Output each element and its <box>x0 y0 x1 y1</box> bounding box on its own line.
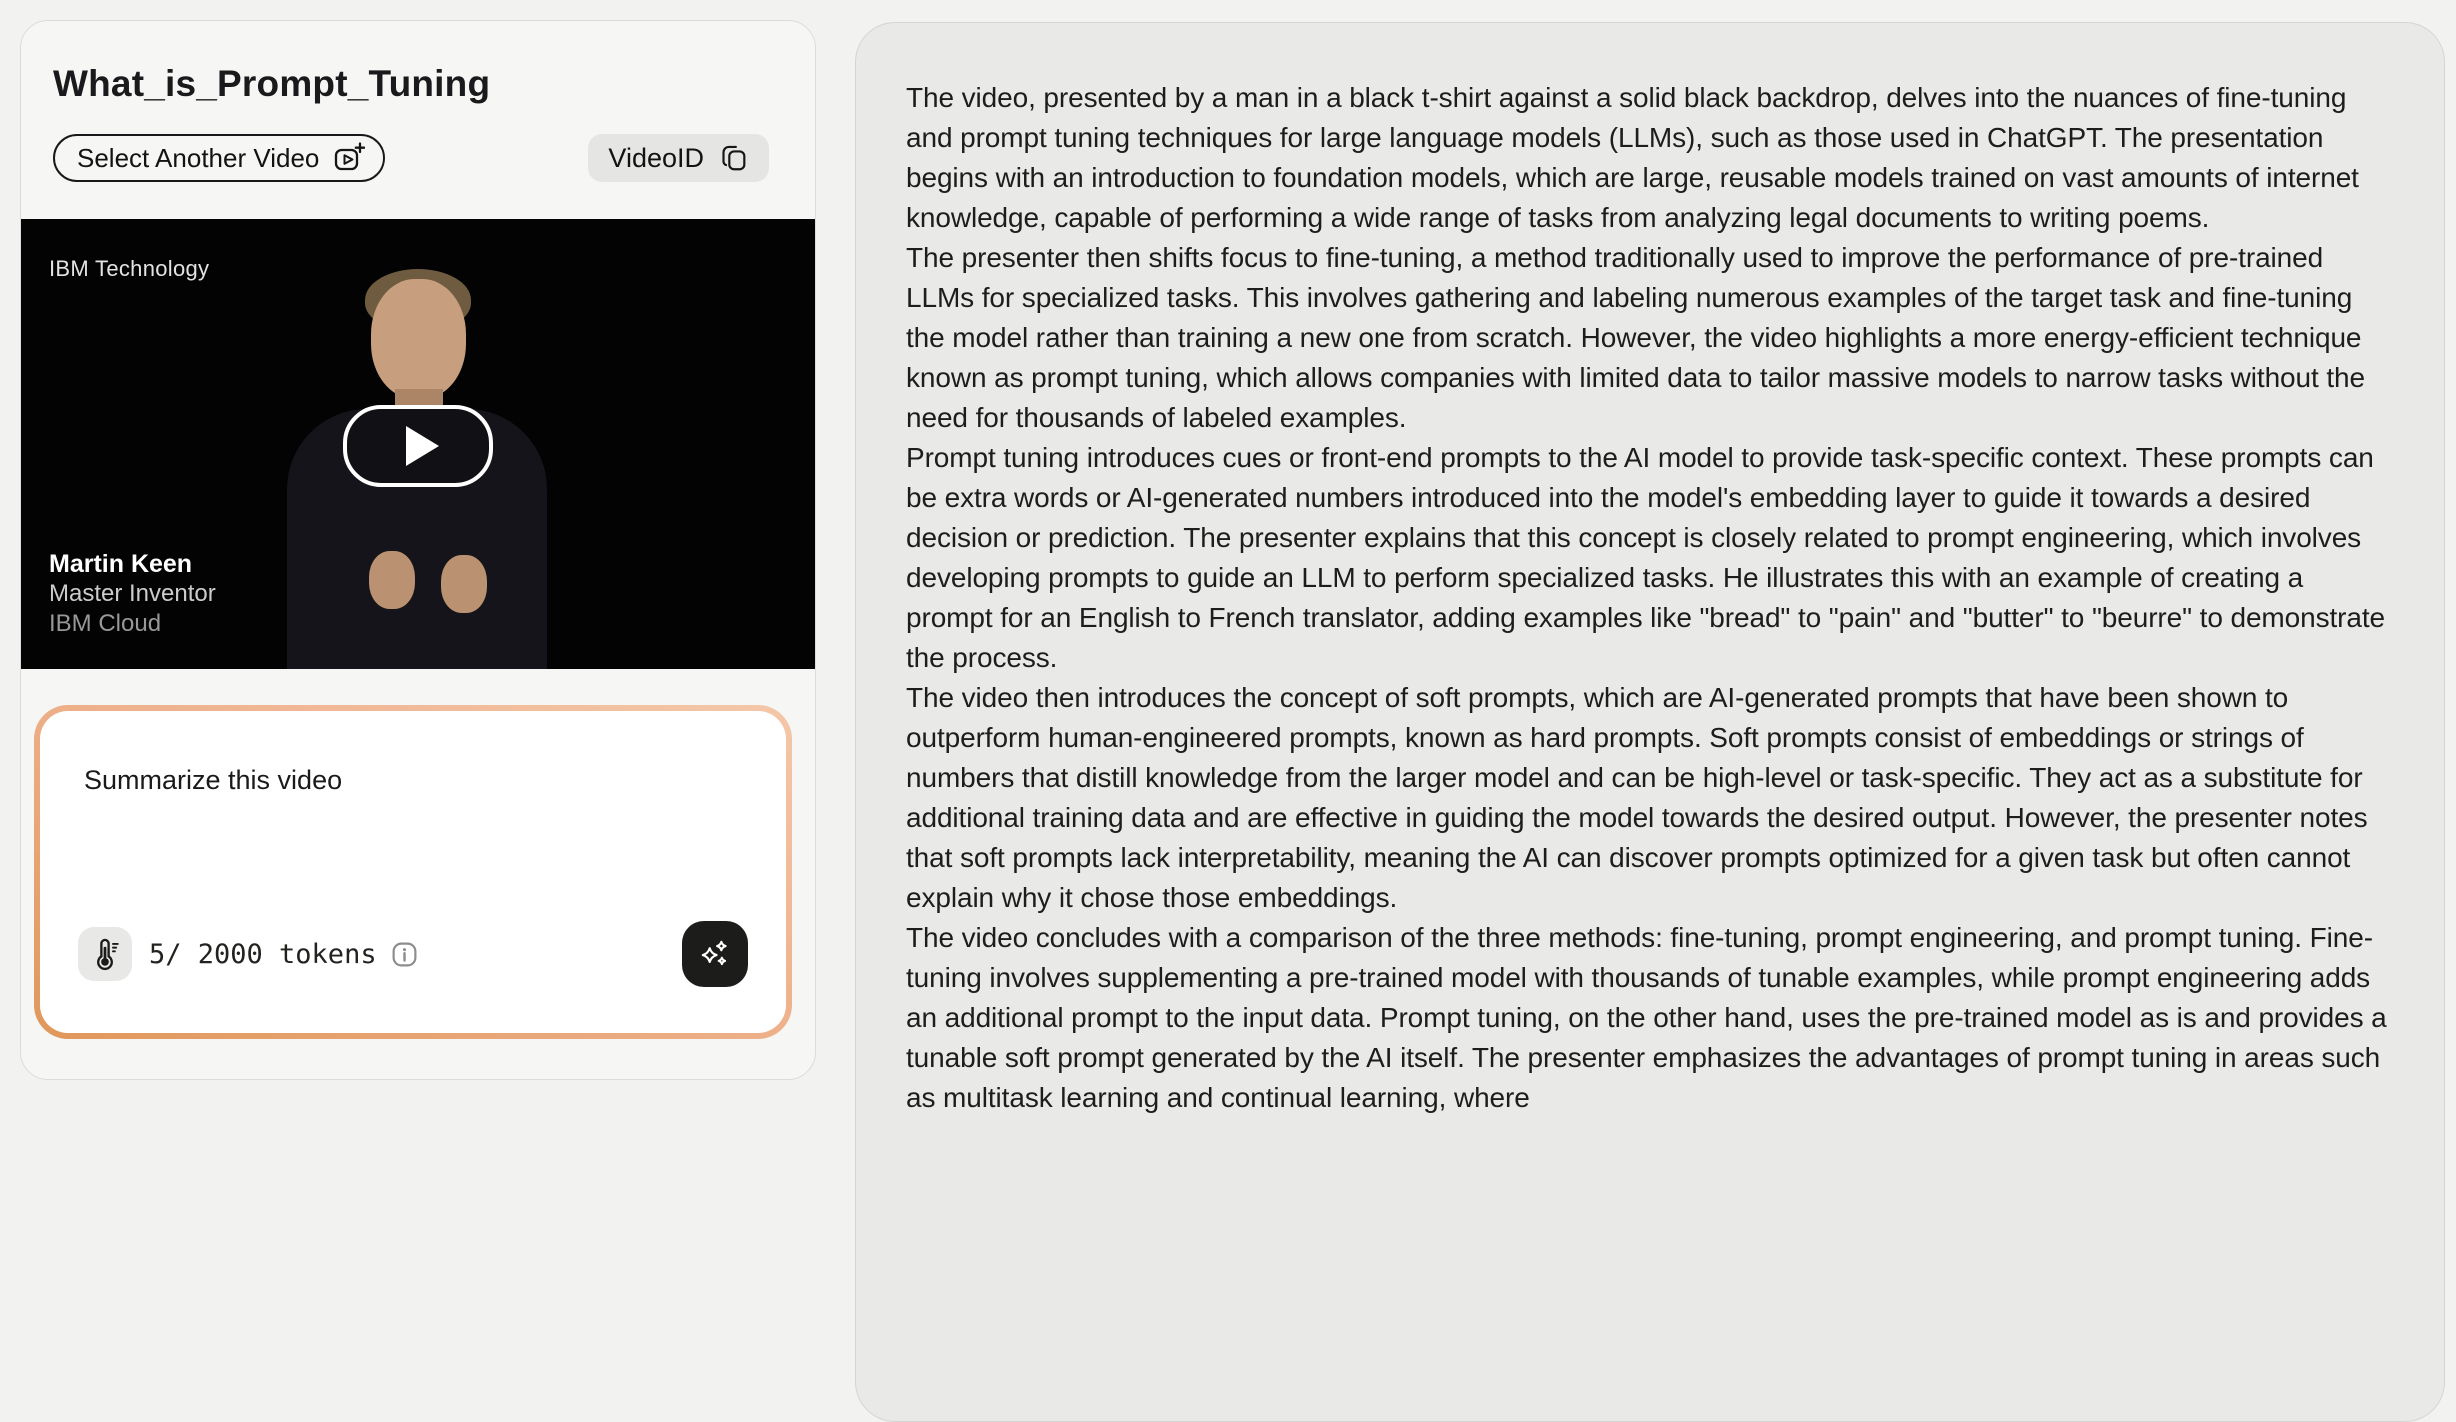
prompt-input-inner <box>40 711 786 1033</box>
summary-text <box>906 78 2396 1118</box>
presenter-hand-left <box>369 551 415 609</box>
speaker-role: Master Inventor <box>49 580 216 607</box>
page-title: What_is_Prompt_Tuning <box>53 63 491 104</box>
play-button[interactable] <box>343 405 493 487</box>
thermometer-icon <box>88 937 122 971</box>
prompt-input-box <box>34 705 792 1039</box>
video-credits <box>49 549 216 639</box>
card-button-row <box>21 134 815 182</box>
summary-paragraph: Prompt tuning introduces cues or front-end prompts to the AI model to provide task-specific context. These prompts can be extra words or AI-generated numbers introduced into the model's embedding layer to guide it towards a desired decision or prediction. The presenter explains that this concept is closely related to prompt engineering, which involves developing prompts to guide an LLM to perform specialized tasks. He illustrates this with an example of creating a prompt for an English to French translator, adding examples like "bread" to "pain" and "butter" to "beurre" to demonstrate the process. <box>906 442 2386 673</box>
presenter-face <box>371 279 466 399</box>
copy-icon <box>719 143 749 173</box>
info-icon[interactable] <box>390 940 419 969</box>
summary-paragraph: The presenter then shifts focus to fine-tuning, a method traditionally used to improve the performance of pre-trained LLMs for specialized tasks. This involves gathering and labeling numerous examples of the target task and fine-tuning the model rather than training a new one from scratch. However, the video highlights a more energy-efficient technique known as prompt tuning, which allows companies with limited data to tailor massive models to narrow tasks without the need for thousands of labeled examples. <box>906 242 2365 433</box>
videoid-label: VideoID <box>608 142 704 173</box>
generate-summary-button[interactable] <box>682 921 748 987</box>
select-another-video-button[interactable] <box>53 134 385 182</box>
video-summary-card <box>20 20 816 1080</box>
speaker-org: IBM Cloud <box>49 610 162 637</box>
summary-panel[interactable] <box>855 22 2445 1422</box>
prompt-input[interactable]: Summarize this video <box>84 765 343 795</box>
video-channel-label: IBM Technology <box>49 256 210 281</box>
videoid-button[interactable] <box>588 134 769 182</box>
summary-paragraph: The video concludes with a comparison of the three methods: fine-tuning, prompt engineering, and prompt tuning. Fine-tuning involves supplementing a pre-trained model with thousands of tunable examples, while prompt engineering adds an additional prompt to the input data. Prompt tuning, on the other hand, uses the pre-trained model as is and provides a tunable soft prompt generated by the AI itself. The presenter emphasizes the advantages of prompt tuning in areas such as multitask learning and continual learning, where <box>906 922 2387 1113</box>
prompt-footer <box>78 921 748 987</box>
presenter-hand-right <box>441 555 487 613</box>
select-another-video-label: Select Another Video <box>77 142 320 173</box>
speaker-name: Martin Keen <box>49 550 193 578</box>
video-player[interactable] <box>21 219 815 669</box>
summary-paragraph: The video, presented by a man in a black t-shirt against a solid black backdrop, delves into the nuances of fine-tuning and prompt tuning techniques for large language models (LLMs), such as those used in ChatGPT. The presentation begins with an introduction to foundation models, which are large, reusable models trained on vast amounts of internet knowledge, capable of performing a wide range of tasks from analyzing legal documents to writing poems. <box>906 82 2359 233</box>
token-counter: 5/ 2000 tokens <box>149 938 377 970</box>
sparkles-icon <box>697 936 733 972</box>
temperature-button[interactable] <box>78 927 132 981</box>
play-icon <box>406 426 439 466</box>
summary-paragraph: The video then introduces the concept of soft prompts, which are AI-generated prompts that have been shown to outperform human-engineered prompts, known as hard prompts. Soft prompts consist of embeddings or strings of numbers that distill knowledge from the larger model and can be high-level or task-specific. They act as a substitute for additional training data and are effective in guiding the model towards the desired output. However, the presenter notes that soft prompts lack interpretability, meaning the AI can discover prompts optimized for a given task but often cannot explain why it chose those embeddings. <box>906 682 2368 913</box>
video-add-icon <box>333 142 365 174</box>
